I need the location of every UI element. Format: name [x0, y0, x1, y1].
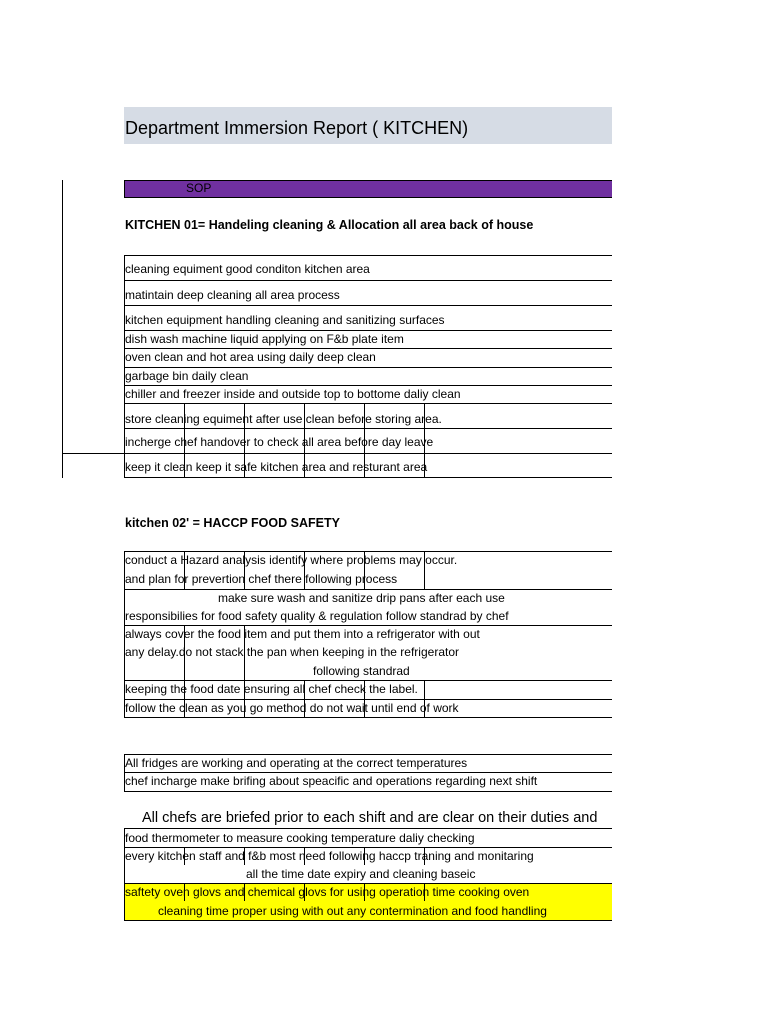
table-row: chef incharge make brifing about speacific and operations regarding next shift: [125, 774, 538, 788]
table-row: store cleaning equiment after use clean before storing area.: [125, 412, 442, 426]
row-line: [124, 255, 612, 256]
sop-label: SOP: [186, 181, 212, 195]
table-row: following standrad: [313, 664, 410, 678]
table-row: follow the clean as you go method do not wait until end of work: [125, 701, 459, 715]
row-line: [124, 791, 612, 792]
row-line: [124, 477, 612, 478]
table-row: chiller and freezer inside and outside top to bottome daliy clean: [125, 387, 461, 401]
table-row: responsibilies for food safety quality & regulation follow standrad by chef: [125, 609, 509, 623]
table-row: matintain deep cleaning all area process: [125, 288, 340, 302]
row-line: [124, 280, 612, 281]
table-row: cleaning time proper using with out any contermination and food handling: [158, 904, 547, 918]
row-line: [124, 717, 612, 718]
left-margin-tick: [62, 453, 124, 454]
row-line: [124, 428, 612, 429]
table-row: food thermometer to measure cooking temperature daliy checking: [125, 831, 475, 845]
briefing-text: All chefs are briefed prior to each shift and are clear on their duties and: [142, 810, 598, 826]
row-line: [124, 403, 612, 404]
table-row: cleaning equiment good conditon kitchen area: [125, 262, 370, 276]
table-row: every kitchen staff and f&b most need following haccp traning and monitaring: [125, 849, 534, 863]
table-row: garbage bin daily clean: [125, 369, 249, 383]
section1-heading: KITCHEN 01= Handeling cleaning & Allocation all area back of house: [125, 218, 534, 232]
section2-heading: kitchen 02' = HACCP FOOD SAFETY: [125, 516, 340, 530]
table-row: all the time date expiry and cleaning baseic: [246, 867, 476, 881]
table-row: keep it clean keep it safe kitchen area and resturant area: [125, 460, 428, 474]
table-row: All fridges are working and operating at the correct temperatures: [125, 756, 468, 770]
row-line: [124, 920, 612, 921]
page-title: Department Immersion Report ( KITCHEN): [125, 118, 469, 138]
table-row: incherge chef handover to check all area before day leave: [125, 435, 434, 449]
table-row: always cover the food item and put them into a refrigerator with out: [125, 627, 480, 641]
table-row: keeping the food date ensuring all chef check the label.: [125, 682, 418, 696]
table-row: oven clean and hot area using daily deep clean: [125, 350, 376, 364]
table-row: and plan for prevertion chef there following process: [125, 572, 398, 586]
table-row: any delay.do not stack the pan when keeping in the refrigerator: [125, 645, 459, 659]
row-line: [124, 305, 612, 306]
left-margin-line: [62, 180, 63, 478]
table-row: dish wash machine liquid applying on F&b plate item: [125, 332, 404, 346]
table-row: conduct a Hazard analysis identify where problems may occur.: [125, 553, 458, 567]
table-row: kitchen equipment handling cleaning and sanitizing surfaces: [125, 313, 445, 327]
table-row: saftety oven glovs and chemical glovs for using operation time cooking oven: [125, 885, 530, 899]
table-row: make sure wash and sanitize drip pans after each use: [218, 591, 505, 605]
row-line: [124, 453, 612, 454]
